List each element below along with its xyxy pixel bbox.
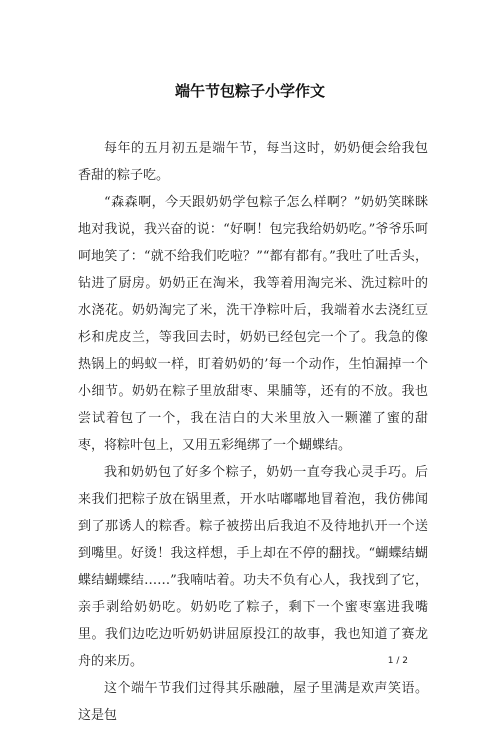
document-title: 端午节包粽子小学作文 (174, 82, 325, 100)
page-number: 1 / 2 (387, 656, 408, 666)
paragraph-1: 每年的五月初五是端午节，每当这时，奶奶便会给我包香甜的粽子吃。 (78, 141, 428, 183)
paragraph-2: “森森啊，今天跟奶奶学包粽子怎么样啊？”奶奶笑眯眯地对我说，我兴奋的说：“好啊！包完我给奶奶吃。”爷爷乐呵呵地笑了：“就不给我们吃啦？”“都有都有。”我吐了吐舌头，钻进了厨房。奶奶正在淘米，我等着用淘完米、洗过粽叶的水浇花。奶奶淘完了米，洗干净粽叶后，我端着水去浇红豆杉和虎皮兰，等我回去时，奶奶已经包完一个了。我急的像热锅上的蚂蚁一样，盯着奶奶的’每一个动作，生怕漏掉一个小细节。奶奶在粽子里放甜枣、果脯等，还有的不放。我也尝试着包了一个，我在洁白的大米里放入一颗灌了蜜的甜枣，将粽叶包上，又用五彩绳绑了一个蝴蝶结。 (78, 195, 428, 453)
document-body (78, 135, 428, 729)
paragraph-4: 这个端午节我们过得其乐融融，屋子里满是欢声笑语。这是包 (78, 681, 428, 723)
paragraph-3: 我和奶奶包了好多个粽子，奶奶一直夸我心灵手巧。后来我们把粽子放在锅里煮，开水咕嘟嘟地冒着泡，我仿佛闻到了那诱人的粽香。粽子被捞出后我迫不及待地扒开一个送到嘴里。好烫！我这样想，手上却在不停的翻找。“蝴蝶结蝴蝶结蝴蝶结……”我喃咕着。功夫不负有心人，我找到了它，亲手剥给奶奶吃。奶奶吃了粽子，剩下一个蜜枣塞进我嘴里。我们边吃边听奶奶讲屈原投江的故事，我也知道了赛龙舟的来历。 (78, 465, 428, 669)
